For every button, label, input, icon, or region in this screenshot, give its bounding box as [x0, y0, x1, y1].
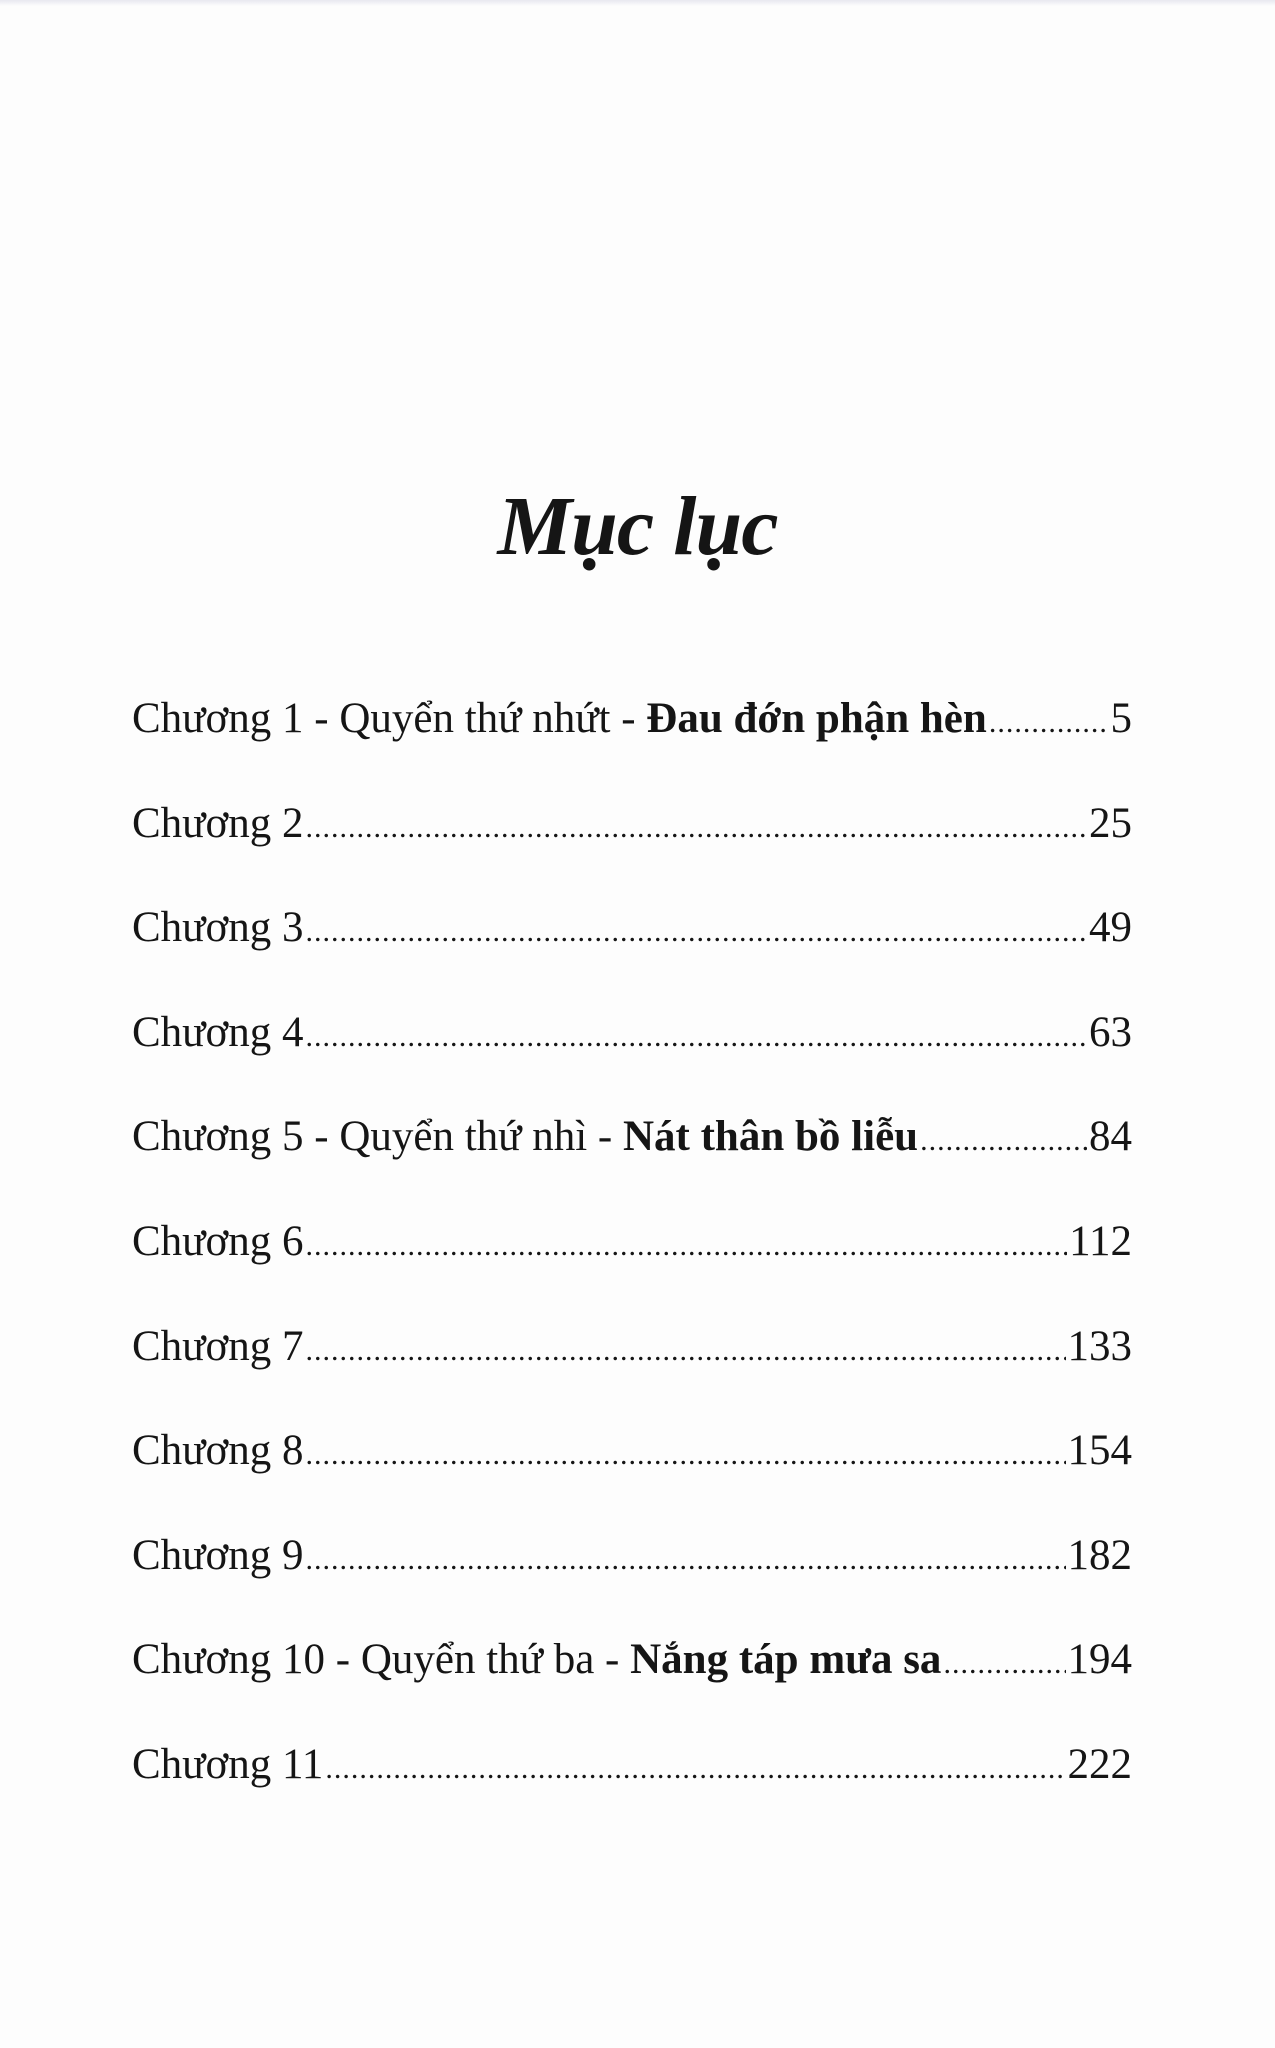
chapter-label: Chương 3: [132, 904, 304, 952]
page-number: 133: [1067, 1322, 1132, 1370]
dot-leader: [305, 811, 1087, 845]
part-label: Quyển thứ ba: [360, 1636, 595, 1684]
page-edge: [0, 0, 1275, 6]
toc-entry[interactable]: [132, 1635, 1132, 1740]
chapter-label: Chương 4: [132, 1008, 304, 1056]
chapter-label: Chương 6: [132, 1217, 304, 1265]
page-number: 5: [1110, 695, 1132, 742]
dot-leader: [305, 1334, 1065, 1368]
dot-leader: [920, 1124, 1087, 1158]
page-number: 49: [1089, 904, 1132, 952]
dot-leader: [943, 1647, 1065, 1681]
toc-entry[interactable]: [132, 1008, 1132, 1113]
separator: -: [324, 1636, 361, 1684]
page-number: 112: [1069, 1217, 1132, 1265]
chapter-label: Chương 9: [132, 1531, 304, 1579]
page-number: 63: [1089, 1008, 1132, 1056]
dot-leader: [325, 1752, 1065, 1786]
toc-entry[interactable]: [132, 903, 1132, 1008]
page-number: 194: [1067, 1636, 1132, 1684]
toc-entry[interactable]: [132, 1426, 1132, 1531]
page-number: 25: [1089, 799, 1132, 847]
part-title: Đau đớn phận hèn: [646, 695, 987, 742]
toc-entry[interactable]: [132, 799, 1132, 904]
separator: -: [303, 695, 340, 742]
dot-leader: [989, 706, 1109, 740]
toc-entry[interactable]: [132, 1217, 1132, 1322]
part-title: Nát thân bồ liễu: [622, 1113, 919, 1161]
separator: -: [610, 695, 647, 742]
separator: -: [594, 1636, 631, 1684]
dot-leader: [305, 915, 1087, 949]
part-label: Quyển thứ nhứt: [339, 695, 611, 742]
table-of-contents: [132, 694, 1132, 1845]
toc-entry[interactable]: [132, 1740, 1132, 1845]
page-number: 222: [1067, 1740, 1132, 1788]
toc-entry[interactable]: [132, 1531, 1132, 1636]
dot-leader: [305, 1438, 1065, 1472]
page-title: Mục lục: [497, 480, 778, 573]
separator: -: [303, 1113, 340, 1161]
chapter-label: Chương 11: [132, 1740, 324, 1788]
toc-entry[interactable]: [132, 694, 1132, 799]
chapter-label: Chương 5: [132, 1113, 304, 1161]
dot-leader: [305, 1229, 1067, 1263]
page-number: 84: [1089, 1113, 1132, 1161]
toc-entry[interactable]: [132, 1322, 1132, 1427]
part-label: Quyển thứ nhì: [339, 1113, 588, 1161]
chapter-label: Chương 10: [132, 1636, 325, 1684]
chapter-label: Chương 1: [132, 695, 304, 742]
toc-entry[interactable]: [132, 1112, 1132, 1217]
chapter-label: Chương 7: [132, 1322, 304, 1370]
chapter-label: Chương 8: [132, 1427, 304, 1475]
dot-leader: [305, 1543, 1065, 1577]
page-number: 154: [1067, 1427, 1132, 1475]
separator: -: [587, 1113, 623, 1161]
page-number: 182: [1067, 1531, 1132, 1579]
part-title: Nắng táp mưa sa: [630, 1636, 942, 1684]
dot-leader: [305, 1020, 1087, 1054]
chapter-label: Chương 2: [132, 799, 304, 847]
